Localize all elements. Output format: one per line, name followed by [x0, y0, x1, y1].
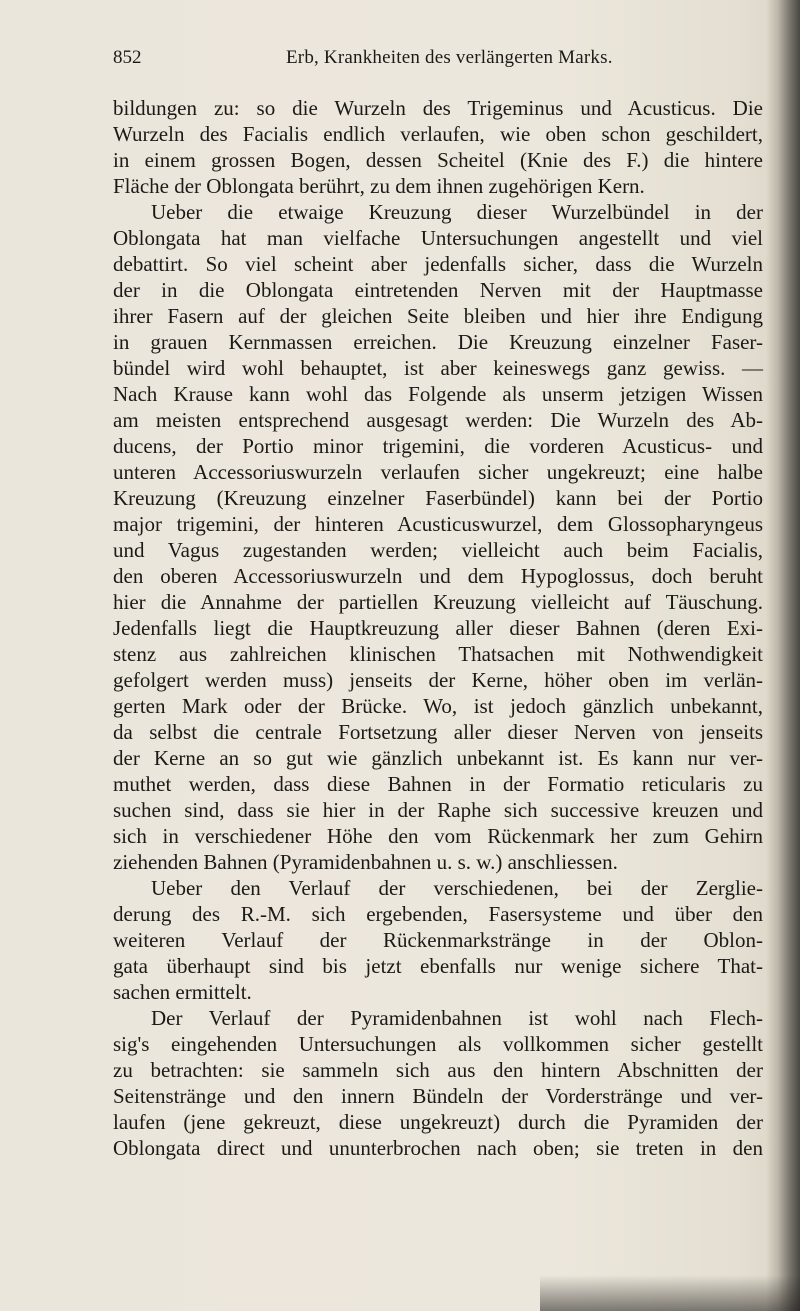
text-line: Der Verlauf der Pyramidenbahnen ist wohl nach Flech-: [151, 1006, 763, 1030]
text-line: sachen ermittelt.: [113, 980, 252, 1004]
text-line: derung des R.-M. sich ergebenden, Fasersysteme und über den: [113, 902, 763, 926]
text-line: der Kerne an so gut wie gänzlich unbekannt ist. Es kann nur ver-: [113, 746, 763, 770]
text-line: zu betrachten: sie sammeln sich aus den hintern Abschnitten der: [113, 1058, 763, 1082]
text-line: laufen (jene gekreuzt, diese ungekreuzt) durch die Pyramiden der: [113, 1110, 763, 1134]
text-line: in einem grossen Bogen, dessen Scheitel (Knie des F.) die hintere: [113, 148, 763, 172]
text-line: Nach Krause kann wohl das Folgende als unserm jetzigen Wissen: [113, 382, 763, 406]
text-line: Ueber die etwaige Kreuzung dieser Wurzelbündel in der: [151, 200, 763, 224]
text-line: da selbst die centrale Fortsetzung aller dieser Nerven von jenseits: [113, 720, 763, 744]
text-line: sig's eingehenden Untersuchungen als vollkommen sicher gestellt: [113, 1032, 763, 1056]
text-line: sich in verschiedener Höhe den vom Rückenmark her zum Gehirn: [113, 824, 763, 848]
text-line: Seitenstränge und den innern Bündeln der Vorderstränge und ver-: [113, 1084, 763, 1108]
text-line: debattirt. So viel scheint aber jedenfalls sicher, dass die Wurzeln: [113, 252, 763, 276]
text-line: Ueber den Verlauf der verschiedenen, bei der Zerglie-: [151, 876, 763, 900]
text-line: in grauen Kernmassen erreichen. Die Kreuzung einzelner Faser-: [113, 330, 763, 354]
text-line: bildungen zu: so die Wurzeln des Trigeminus und Acusticus. Die: [113, 96, 763, 120]
text-line: Oblongata direct und ununterbrochen nach oben; sie treten in den: [113, 1136, 763, 1160]
text-line: muthet werden, dass diese Bahnen in der Formatio reticularis zu: [113, 772, 763, 796]
text-line: gerten Mark oder der Brücke. Wo, ist jedoch gänzlich unbekannt,: [113, 694, 763, 718]
text-line: weiteren Verlauf der Rückenmarkstränge in der Oblon-: [113, 928, 763, 952]
text-line: Kreuzung (Kreuzung einzelner Faserbündel) kann bei der Portio: [113, 486, 763, 510]
text-line: und Vagus zugestanden werden; vielleicht auch beim Facialis,: [113, 538, 763, 562]
text-line: major trigemini, der hinteren Acusticuswurzel, dem Glossopharyngeus: [113, 512, 763, 536]
text-line: suchen sind, dass sie hier in der Raphe sich successive kreuzen und: [113, 798, 763, 822]
text-line: ihrer Fasern auf der gleichen Seite bleiben und hier ihre Endigung: [113, 304, 763, 328]
text-line: gata überhaupt sind bis jetzt ebenfalls nur wenige sichere That-: [113, 954, 763, 978]
text-line: unteren Accessoriuswurzeln verlaufen sicher ungekreuzt; eine halbe: [113, 460, 763, 484]
running-head-title: Erb, Krankheiten des verlängerten Marks.: [286, 47, 613, 68]
text-line: stenz aus zahlreichen klinischen Thatsachen mit Nothwendigkeit: [113, 642, 763, 666]
page-edge-shadow: [766, 0, 800, 1311]
page-corner-shadow: [540, 1275, 800, 1311]
text-line: Wurzeln des Facialis endlich verlaufen, wie oben schon geschildert,: [113, 122, 763, 146]
text-line: gefolgert werden muss) jenseits der Kerne, höher oben im verlän-: [113, 668, 763, 692]
text-line: der in die Oblongata eintretenden Nerven mit der Hauptmasse: [113, 278, 763, 302]
text-line: ziehenden Bahnen (Pyramidenbahnen u. s. w.) anschliessen.: [113, 850, 618, 874]
running-head: [113, 44, 673, 72]
text-line: Fläche der Oblongata berührt, zu dem ihnen zugehörigen Kern.: [113, 174, 645, 198]
text-line: den oberen Accessoriuswurzeln und dem Hypoglossus, doch beruht: [113, 564, 763, 588]
text-line: Oblongata hat man vielfache Untersuchungen angestellt und viel: [113, 226, 763, 250]
page-number: 852: [113, 47, 142, 68]
text-line: bündel wird wohl behauptet, ist aber keineswegs ganz gewiss. —: [113, 356, 763, 380]
body-text: [113, 95, 763, 1161]
text-line: hier die Annahme der partiellen Kreuzung vielleicht auf Täuschung.: [113, 590, 763, 614]
text-line: ducens, der Portio minor trigemini, die vorderen Acusticus- und: [113, 434, 763, 458]
text-line: Jedenfalls liegt die Hauptkreuzung aller dieser Bahnen (deren Exi-: [113, 616, 763, 640]
text-line: am meisten entsprechend ausgesagt werden: Die Wurzeln des Ab-: [113, 408, 763, 432]
